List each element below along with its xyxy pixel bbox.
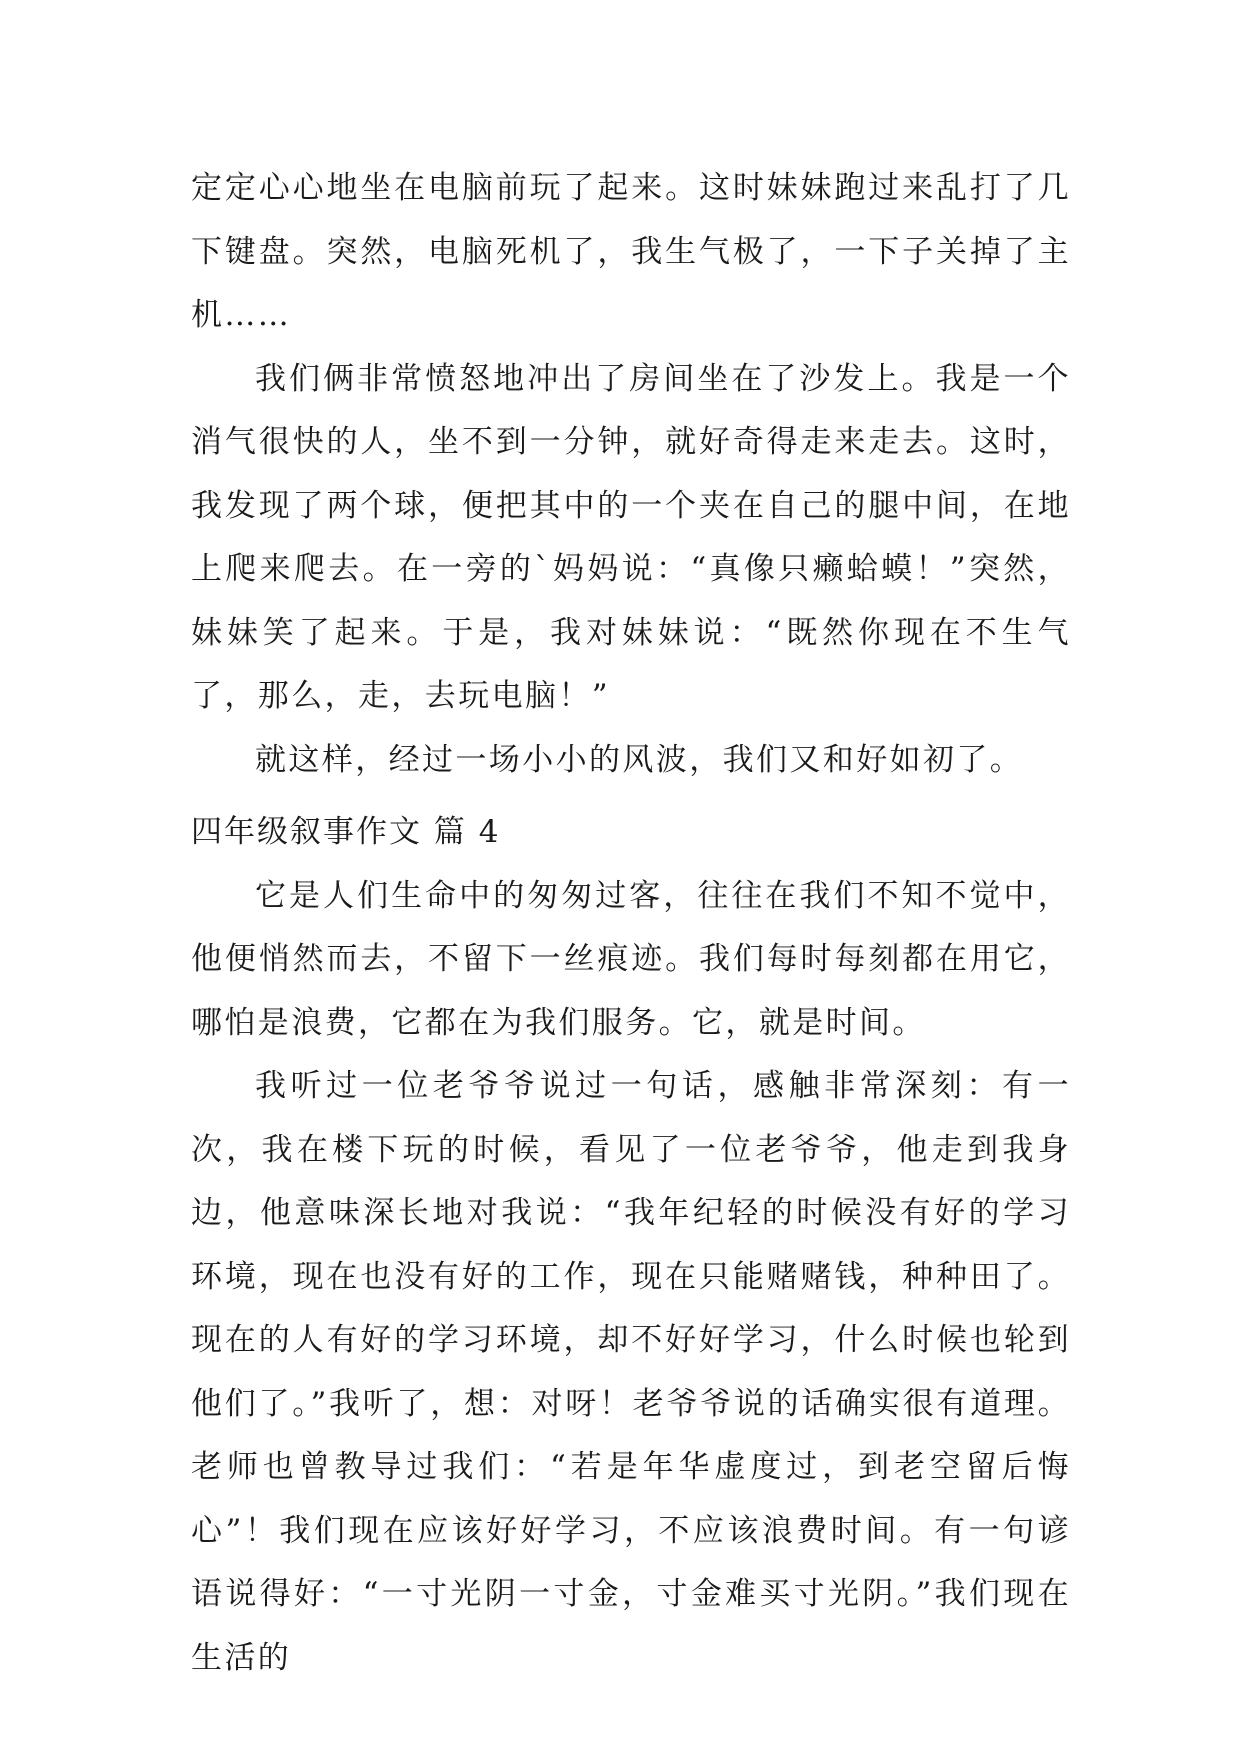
paragraph-5: 我听过一位老爷爷说过一句话，感触非常深刻：有一次，我在楼下玩的时候，看见了一位老爷爷，他走到我身边，他意味深长地对我说：“我年纪轻的时候没有好的学习环境，现在也没有好的工作，现在只能赌赌钱，种种田了。现在的人有好的学习环境，却不好好学习，什么时候也轮到他们了。”我听了，想：对呀！老爷爷说的话确实很有道理。老师也曾教导过我们：“若是年华虚度过，到老空留后悔心”！我们现在应该好好学习，不应该浪费时间。有一句谚语说得好：“一寸光阴一寸金，寸金难买寸光阴。”我们现在生活的: [191, 1068, 1071, 1676]
essay-title: 四年级叙事作文 篇 4: [191, 814, 501, 850]
paragraph-3: 就这样，经过一场小小的风波，我们又和好如初了。: [255, 741, 1024, 778]
paragraph-4: 它是人们生命中的匆匆过客，往往在我们不知不觉中，他便悄然而去，不留下一丝痕迹。我们每时每刻都在用它，哪怕是浪费，它都在为我们服务。它，就是时间。: [191, 877, 1071, 1041]
paragraph-1: 定定心心地坐在电脑前玩了起来。这时妹妹跑过来乱打了几下键盘。突然，电脑死机了，我生气极了，一下子关掉了主机……: [191, 170, 1071, 333]
paragraph-2: 我们俩非常愤怒地冲出了房间坐在了沙发上。我是一个消气很快的人，坐不到一分钟，就好奇得走来走去。这时，我发现了两个球，便把其中的一个夹在自己的腿中间，在地上爬来爬去。在一旁的`妈妈说：“真像只癞蛤蟆！”突然，妹妹笑了起来。于是，我对妹妹说：“既然你现在不生气了，那么，走，去玩电脑！”: [191, 360, 1071, 714]
essay-section-4: [191, 801, 1071, 1690]
previous-essay-continuation: [191, 157, 1071, 792]
